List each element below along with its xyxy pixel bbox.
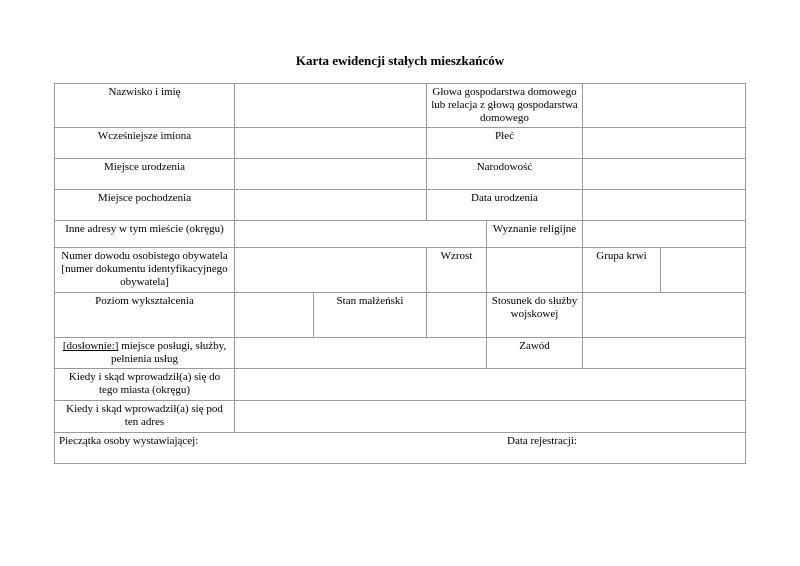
label-id-number: Numer dowodu osobistego obywatela [numer dokumentu identyfikacyjnego obywatela] — [54, 247, 235, 293]
field-sex[interactable] — [582, 127, 746, 159]
field-former-names[interactable] — [234, 127, 427, 159]
field-origin[interactable] — [234, 189, 427, 221]
label-former-names: Wcześniejsze imiona — [54, 127, 235, 159]
label-education: Poziom wykształcenia — [54, 292, 235, 338]
field-birthplace[interactable] — [234, 158, 427, 190]
label-name: Nazwisko i imię — [54, 83, 235, 128]
field-name[interactable] — [234, 83, 427, 128]
label-registration-date: Data rejestracji: — [507, 435, 577, 447]
field-military-service[interactable] — [582, 292, 746, 338]
label-stamp: Pieczątka osoby wystawiającej: — [59, 435, 199, 447]
service-place-text: miejsce posługi, służby, pełnienia usług — [111, 340, 227, 365]
label-blood-group: Grupa krwi — [582, 247, 661, 293]
label-religion: Wyznanie religijne — [486, 220, 583, 248]
field-religion[interactable] — [582, 220, 746, 248]
label-moved-to-address: Kiedy i skąd wprowadził(a) się pod ten adres — [54, 400, 235, 433]
label-sex: Płeć — [426, 127, 583, 159]
field-blood-group[interactable] — [660, 247, 746, 293]
label-birthplace: Miejsce urodzenia — [54, 158, 235, 190]
label-military-service: Stosunek do służby wojskowej — [486, 292, 583, 338]
field-occupation[interactable] — [582, 337, 746, 369]
field-education[interactable] — [234, 292, 314, 338]
label-marital-status: Stan małżeński — [313, 292, 427, 338]
label-occupation: Zawód — [486, 337, 583, 369]
field-marital-status[interactable] — [426, 292, 487, 338]
field-household-head[interactable] — [582, 83, 746, 128]
literal-note: [dosłownie:] — [62, 340, 119, 352]
label-moved-to-city: Kiedy i skąd wprowadził(a) się do tego miasta (okręgu) — [54, 368, 235, 401]
label-service-place — [54, 337, 235, 369]
field-nationality[interactable] — [582, 158, 746, 190]
label-birth-date: Data urodzenia — [426, 189, 583, 221]
field-moved-to-address[interactable] — [234, 400, 746, 433]
label-other-addresses: Inne adresy w tym mieście (okręgu) — [54, 220, 235, 248]
field-id-number[interactable] — [234, 247, 427, 293]
field-birth-date[interactable] — [582, 189, 746, 221]
form-title: Karta ewidencji stałych mieszkańców — [295, 53, 505, 68]
field-moved-to-city[interactable] — [234, 368, 746, 401]
field-other-addresses[interactable] — [234, 220, 487, 248]
field-service-place[interactable] — [234, 337, 487, 369]
label-household-head: Głowa gospodarstwa domowego lub relacja z głową gospodarstwa domowego — [426, 83, 583, 128]
field-height[interactable] — [486, 247, 583, 293]
label-height: Wzrost — [426, 247, 487, 293]
label-nationality: Narodowość — [426, 158, 583, 190]
stamp-field[interactable] — [54, 432, 746, 464]
label-origin: Miejsce pochodzenia — [54, 189, 235, 221]
